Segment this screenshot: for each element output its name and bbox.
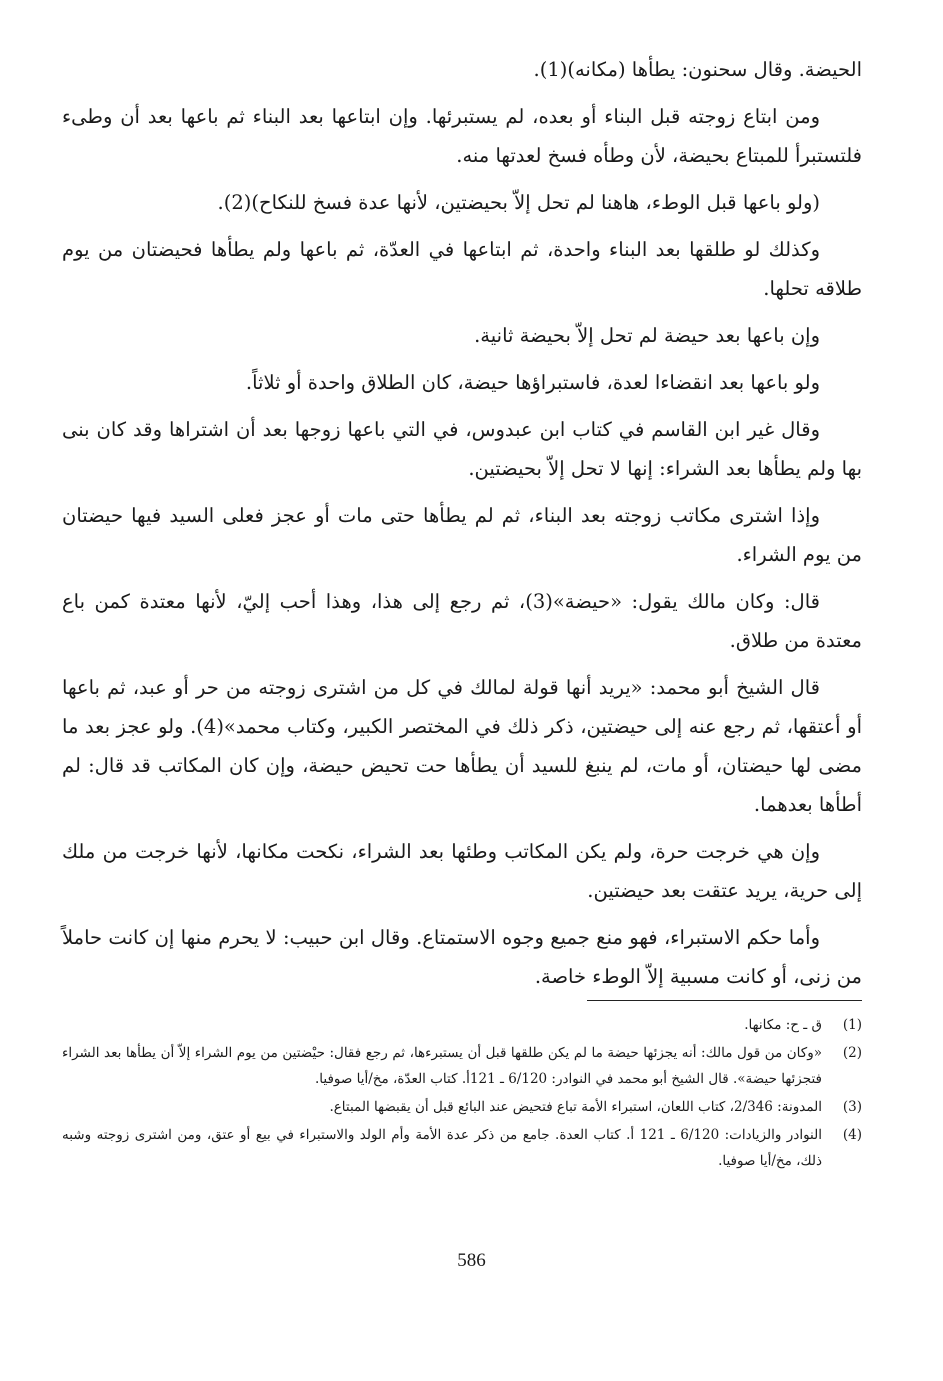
paragraph: وكذلك لو طلقها بعد البناء واحدة، ثم ابتاعها في العدّة، ثم باعها ولم يطأها فحيضتان من يوم طلاقه تحلها. (62, 238, 862, 300)
paragraph: قال الشيخ أبو محمد: «يريد أنها قولة لمالك في كل من اشترى زوجته من حر أو عبد، ثم باعها أو أعتقها، ثم رجع عنه إلى حيضتين، ذكر ذلك في المختصر الكبير، وكتاب محمد»(4). ولو عجز بعد ما مضى لها حيضتان، أو مات، لم ينبغ للسيد أن يطأها حت تحيض حيضة، وإن كان المكاتب قد قال: لم أطأها بعدهما. (62, 676, 862, 816)
footnote-text: المدونة: 2/346، كتاب اللعان، استبراء الأمة تباع فتحيض عند البائع قبل أن يقبضها المبتاع. (329, 1099, 822, 1115)
paragraph: وإن باعها بعد حيضة لم تحل إلاّ بحيضة ثانية. (474, 324, 820, 347)
footnote-number: (3) (842, 1099, 862, 1115)
footnote-number: (2) (842, 1045, 862, 1061)
paragraph: (ولو باعها قبل الوطء، هاهنا لم تحل إلاّ بحيضتين، لأنها عدة فسخ للنكاح)(2). (217, 191, 820, 214)
footnote (62, 1094, 862, 1120)
footnote-text: النوادر والزيادات: 6/120 ـ 121 أ. كتاب العدة. جامع من ذكر عدة الأمة وأم الولد والاستبراء في بيع أو عتق، ومن اشترى زوجته وشبه ذلك، مخ/أيا صوفيا. (62, 1127, 822, 1169)
page-number: 586 (457, 1250, 486, 1271)
paragraph: قال: وكان مالك يقول: «حيضة»(3)، ثم رجع إلى هذا، وهذا أحب إليّ، لأنها معتدة كمن باع معتدة من طلاق. (62, 590, 862, 652)
footnote (62, 1040, 862, 1092)
paragraph: وإن هي خرجت حرة، ولم يكن المكاتب وطئها بعد الشراء، نكحت مكانها، لأنها خرجت من ملك إلى حرية، يريد عتقت بعد حيضتين. (62, 840, 862, 902)
paragraph: الحيضة. وقال سحنون: يطأها (مكانه)(1). (533, 58, 862, 81)
main-text (62, 50, 862, 996)
footnote-text: ق ـ ح: مكانها. (744, 1017, 822, 1033)
paragraph: ولو باعها بعد انقضاءا لعدة، فاستبراؤها حيضة، كان الطلاق واحدة أو ثلاثاً. (245, 371, 820, 394)
footnote (62, 1122, 862, 1174)
footnotes (62, 1012, 862, 1176)
footnote-separator (587, 1000, 862, 1001)
footnote-text: «وكان من قول مالك: أنه يجزئها حيضة ما لم يكن طلقها قبل أن يستبرءها، ثم رجع فقال: حيْضتين من يوم الشراء إلاّ أن يطأها بعد الشراء فتجزئها حيضة». قال الشيخ أبو محمد في النوادر: 6/120 ـ 121أ. كتاب العدّة، مخ/أيا صوفيا. (62, 1045, 822, 1087)
paragraph: ومن ابتاع زوجته قبل البناء أو بعده، لم يستبرئها. وإن ابتاعها بعد البناء ثم باعها بعد أن وطىء فلتستبرأ للمبتاع بحيضة، لأن وطأه فسخ لعدتها منه. (62, 105, 862, 167)
paragraph: وإذا اشترى مكاتب زوجته بعد البناء، ثم لم يطأها حتى مات أو عجز فعلى السيد فيها حيضتان من يوم الشراء. (62, 504, 862, 566)
footnote-number: (4) (842, 1127, 862, 1143)
footnote-number: (1) (842, 1017, 862, 1033)
paragraph: وأما حكم الاستبراء، فهو منع جميع وجوه الاستمتاع. وقال ابن حبيب: لا يحرم منها إن كانت حاملاً من زنى، أو كانت مسبية إلاّ الوطء خاصة. (62, 926, 862, 988)
paragraph: وقال غير ابن القاسم في كتاب ابن عبدوس، في التي باعها زوجها بعد أن اشتراها وقد كان بنى بها ولم يطأها بعد الشراء: إنها لا تحل إلاّ بحيضتين. (62, 418, 862, 480)
book-page (62, 50, 862, 1169)
footnote (62, 1012, 862, 1038)
